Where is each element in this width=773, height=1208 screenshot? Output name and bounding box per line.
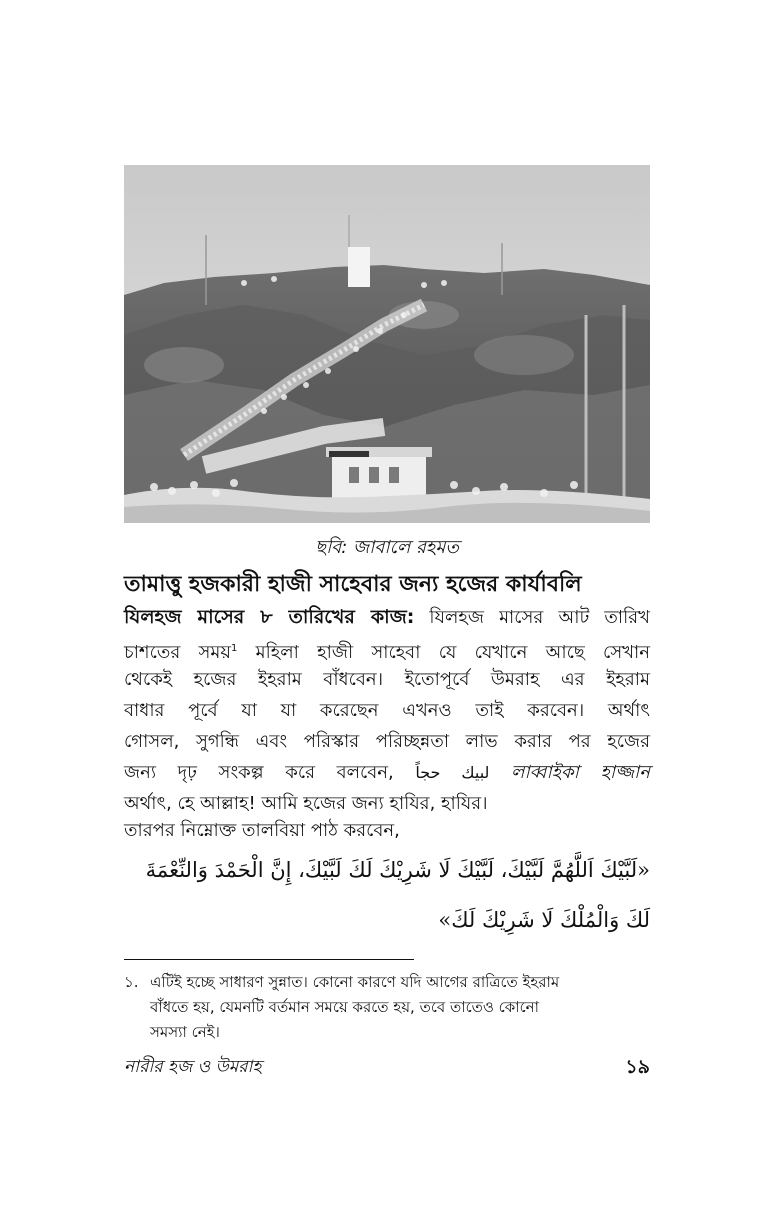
body-line-7: অর্থাৎ, হে আল্লাহ! আমি হজের জন্য হাযির, হাযির।: [124, 793, 488, 814]
body-line-2: [124, 633, 650, 664]
hill-photo-illustration: [124, 165, 650, 523]
page-number: ১৯: [625, 1056, 650, 1078]
body-line-6: [124, 757, 650, 788]
talbiyah-line-1: «لَبَّيْكَ اَللَّهُمَّ لَبَّيْكَ، لَبَّيْكَ لَا شَرِيْكَ لَكَ لَبَّيْكَ، إِنَّ الْحَمْدَ وَالنِّعْمَةَ: [145, 858, 650, 882]
photo-caption: ছবি: জাবালে রহমত: [315, 537, 459, 558]
footnote-number: ১.: [124, 973, 139, 991]
body-text-1: যিলহজ মাসের আট তারিখ: [414, 607, 650, 628]
footnote-divider: [124, 959, 414, 960]
page-heading: তামাত্তু হজকারী হাজী সাহেবার জন্য হজের কার্যাবলি: [124, 572, 582, 597]
talbiyah-intro: তারপর নিম্নোক্ত তালবিয়া পাঠ করবেন,: [124, 820, 400, 841]
body-line-3: থেকেই হজের ইহরাম বাঁধবেন। ইতোপূর্বে উমরাহ এর ইহরাম: [124, 669, 650, 690]
body-text-2b: মহিলা হাজী সাহেবা যে যেখানে আছে সেখান: [237, 642, 650, 663]
footnote-line-2: বাঁধতে হয়, যেমনটি বর্তমান সময়ে করতে হয়, তবে তাতেও কোনো: [150, 998, 539, 1016]
talbiyah-intro-block: [124, 815, 650, 846]
footnote-line-1: এটিই হচ্ছে সাধারণ সুন্নাত। কোনো কারণে যদি আগের রাত্রিতে ইহরাম: [150, 973, 560, 991]
transliteration: লাব্বাইকা হাজ্জান: [511, 762, 650, 783]
body-text-2a: চাশতের সময়: [124, 642, 231, 663]
talbiyah-line-2: لَكَ وَالْمُلْكَ لَا شَرِيْكَ لَكَ»: [438, 908, 650, 932]
body-line-5: গোসল, সুগন্ধি এবং পরিস্কার পরিচ্ছন্নতা লাভ করার পর হজের: [124, 731, 650, 752]
book-title: নারীর হজ ও উমরাহ: [124, 1057, 262, 1077]
section-body: [124, 602, 650, 819]
footnote-reference: 1: [231, 643, 238, 654]
body-text-6: জন্য দৃঢ় সংকল্প করে বলবেন,: [124, 762, 394, 783]
photo-jabal-rahmah: [124, 165, 650, 523]
body-line-4: বাধার পূর্বে যা যা করেছেন এখনও তাই করবেন। অর্থাৎ: [124, 700, 650, 721]
footnote-text: [150, 970, 650, 1045]
footnote-line-3: সমস্যা নেই।: [150, 1023, 220, 1041]
arabic-inline-phrase: لبيك حجاً: [415, 763, 490, 782]
section-title: যিলহজ মাসের ৮ তারিখের কাজ:: [124, 606, 415, 628]
body-line-1: [124, 602, 650, 633]
talbiyah-text: [124, 845, 650, 945]
